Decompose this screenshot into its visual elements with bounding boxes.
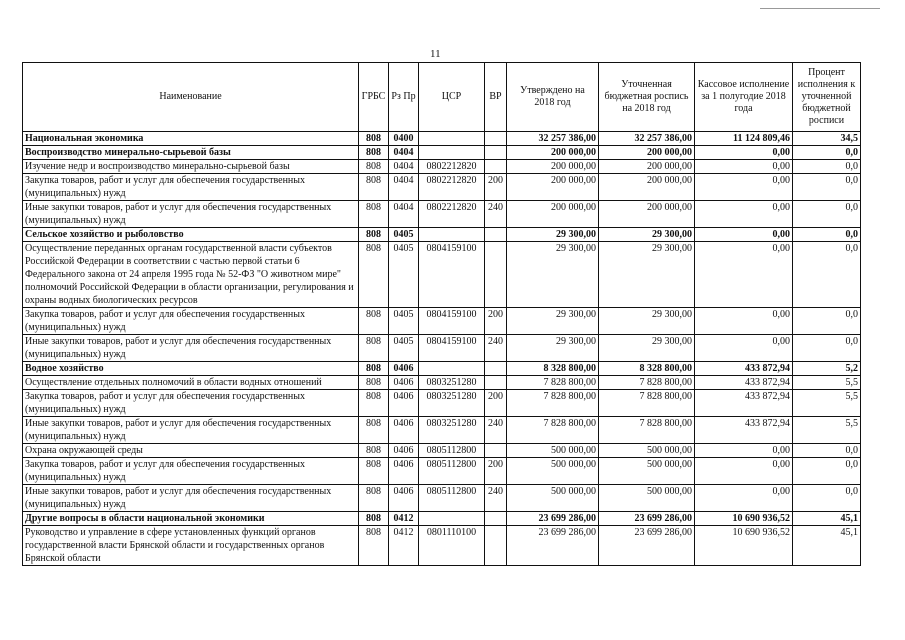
cell-cash: 11 124 809,46 bbox=[695, 132, 793, 146]
cell-cash: 0,00 bbox=[695, 160, 793, 174]
cell-refined: 32 257 386,00 bbox=[599, 132, 695, 146]
cell-percent: 0,0 bbox=[793, 485, 861, 512]
cell-cash: 0,00 bbox=[695, 228, 793, 242]
cell-csr: 0804159100 bbox=[419, 308, 485, 335]
cell-refined: 7 828 800,00 bbox=[599, 417, 695, 444]
cell-grbs: 808 bbox=[359, 376, 389, 390]
cell-percent: 5,5 bbox=[793, 376, 861, 390]
cell-grbs: 808 bbox=[359, 390, 389, 417]
header-cash: Кассовое исполнение за 1 полугодие 2018 года bbox=[695, 63, 793, 132]
cell-rz-pr: 0404 bbox=[389, 160, 419, 174]
header-name: Наименование bbox=[23, 63, 359, 132]
header-percent: Процент исполнения к уточненной бюджетной росписи bbox=[793, 63, 861, 132]
cell-csr: 0802212820 bbox=[419, 174, 485, 201]
cell-cash: 433 872,94 bbox=[695, 362, 793, 376]
cell-grbs: 808 bbox=[359, 174, 389, 201]
cell-approved: 7 828 800,00 bbox=[507, 390, 599, 417]
cell-rz-pr: 0412 bbox=[389, 526, 419, 566]
cell-vr: 200 bbox=[485, 308, 507, 335]
table-row bbox=[23, 444, 861, 458]
cell-approved: 29 300,00 bbox=[507, 242, 599, 308]
table-row bbox=[23, 485, 861, 512]
cell-rz-pr: 0400 bbox=[389, 132, 419, 146]
cell-csr: 0805112800 bbox=[419, 444, 485, 458]
cell-rz-pr: 0406 bbox=[389, 376, 419, 390]
cell-grbs: 808 bbox=[359, 242, 389, 308]
cell-refined: 200 000,00 bbox=[599, 201, 695, 228]
cell-rz-pr: 0405 bbox=[389, 228, 419, 242]
cell-vr bbox=[485, 242, 507, 308]
cell-name: Воспроизводство минерально-сырьевой базы bbox=[23, 146, 359, 160]
cell-refined: 23 699 286,00 bbox=[599, 512, 695, 526]
cell-cash: 433 872,94 bbox=[695, 417, 793, 444]
table-row bbox=[23, 526, 861, 566]
cell-approved: 7 828 800,00 bbox=[507, 417, 599, 444]
cell-csr bbox=[419, 228, 485, 242]
cell-rz-pr: 0404 bbox=[389, 174, 419, 201]
cell-approved: 23 699 286,00 bbox=[507, 526, 599, 566]
cell-name: Иные закупки товаров, работ и услуг для обеспечения государственных (муниципальных) нужд bbox=[23, 335, 359, 362]
cell-rz-pr: 0404 bbox=[389, 146, 419, 160]
table-body bbox=[23, 132, 861, 566]
cell-refined: 500 000,00 bbox=[599, 485, 695, 512]
cell-percent: 0,0 bbox=[793, 308, 861, 335]
cell-refined: 500 000,00 bbox=[599, 458, 695, 485]
header-grbs: ГРБС bbox=[359, 63, 389, 132]
cell-vr bbox=[485, 160, 507, 174]
cell-cash: 0,00 bbox=[695, 242, 793, 308]
cell-percent: 0,0 bbox=[793, 160, 861, 174]
cell-vr: 200 bbox=[485, 390, 507, 417]
table-row bbox=[23, 390, 861, 417]
cell-name: Иные закупки товаров, работ и услуг для обеспечения государственных (муниципальных) нужд bbox=[23, 417, 359, 444]
cell-approved: 29 300,00 bbox=[507, 335, 599, 362]
cell-percent: 5,5 bbox=[793, 417, 861, 444]
cell-name: Иные закупки товаров, работ и услуг для обеспечения государственных (муниципальных) нужд bbox=[23, 485, 359, 512]
table-row bbox=[23, 132, 861, 146]
cell-name: Осуществление отдельных полномочий в области водных отношений bbox=[23, 376, 359, 390]
cell-grbs: 808 bbox=[359, 160, 389, 174]
cell-name: Сельское хозяйство и рыболовство bbox=[23, 228, 359, 242]
cell-approved: 500 000,00 bbox=[507, 458, 599, 485]
cell-vr bbox=[485, 512, 507, 526]
cell-vr: 240 bbox=[485, 335, 507, 362]
cell-csr: 0805112800 bbox=[419, 458, 485, 485]
cell-refined: 29 300,00 bbox=[599, 228, 695, 242]
cell-csr: 0802212820 bbox=[419, 201, 485, 228]
cell-percent: 0,0 bbox=[793, 444, 861, 458]
cell-rz-pr: 0406 bbox=[389, 417, 419, 444]
cell-grbs: 808 bbox=[359, 335, 389, 362]
cell-refined: 500 000,00 bbox=[599, 444, 695, 458]
cell-cash: 433 872,94 bbox=[695, 390, 793, 417]
cell-name: Закупка товаров, работ и услуг для обеспечения государственных (муниципальных) нужд bbox=[23, 390, 359, 417]
cell-name: Осуществление переданных органам государственной власти субъектов Российской Федерации в соответствии с частью первой статьи 6 Федерального закона от 24 апреля 1995 года № 52-ФЗ "О животном мире" полномочий Российской Федерации в области организации, регулирования и охраны водных биологических ресурсов bbox=[23, 242, 359, 308]
cell-vr: 240 bbox=[485, 201, 507, 228]
cell-name: Иные закупки товаров, работ и услуг для обеспечения государственных (муниципальных) нужд bbox=[23, 201, 359, 228]
cell-csr: 0804159100 bbox=[419, 335, 485, 362]
cell-percent: 0,0 bbox=[793, 174, 861, 201]
header-vr: ВР bbox=[485, 63, 507, 132]
cell-grbs: 808 bbox=[359, 512, 389, 526]
cell-grbs: 808 bbox=[359, 308, 389, 335]
cell-refined: 29 300,00 bbox=[599, 308, 695, 335]
cell-refined: 200 000,00 bbox=[599, 160, 695, 174]
cell-approved: 29 300,00 bbox=[507, 228, 599, 242]
cell-vr: 200 bbox=[485, 174, 507, 201]
cell-percent: 0,0 bbox=[793, 228, 861, 242]
cell-approved: 500 000,00 bbox=[507, 444, 599, 458]
cell-name: Руководство и управление в сфере установленных функций органов государственной власти Брянской области и государственных органов Брянской области bbox=[23, 526, 359, 566]
cell-grbs: 808 bbox=[359, 485, 389, 512]
cell-cash: 0,00 bbox=[695, 308, 793, 335]
cell-name: Закупка товаров, работ и услуг для обеспечения государственных (муниципальных) нужд bbox=[23, 308, 359, 335]
cell-vr: 240 bbox=[485, 417, 507, 444]
cell-refined: 23 699 286,00 bbox=[599, 526, 695, 566]
cell-refined: 29 300,00 bbox=[599, 335, 695, 362]
cell-grbs: 808 bbox=[359, 444, 389, 458]
cell-cash: 0,00 bbox=[695, 444, 793, 458]
cell-cash: 0,00 bbox=[695, 146, 793, 160]
cell-rz-pr: 0404 bbox=[389, 201, 419, 228]
cell-vr: 200 bbox=[485, 458, 507, 485]
cell-vr bbox=[485, 444, 507, 458]
cell-grbs: 808 bbox=[359, 132, 389, 146]
cell-vr bbox=[485, 132, 507, 146]
cell-approved: 29 300,00 bbox=[507, 308, 599, 335]
table-row bbox=[23, 146, 861, 160]
header-csr: ЦСР bbox=[419, 63, 485, 132]
cell-rz-pr: 0406 bbox=[389, 444, 419, 458]
cell-percent: 34,5 bbox=[793, 132, 861, 146]
table-row bbox=[23, 228, 861, 242]
cell-refined: 7 828 800,00 bbox=[599, 376, 695, 390]
cell-vr bbox=[485, 146, 507, 160]
cell-cash: 0,00 bbox=[695, 174, 793, 201]
cell-cash: 0,00 bbox=[695, 335, 793, 362]
cell-vr bbox=[485, 228, 507, 242]
cell-cash: 10 690 936,52 bbox=[695, 512, 793, 526]
cell-rz-pr: 0412 bbox=[389, 512, 419, 526]
table-row bbox=[23, 201, 861, 228]
table-row bbox=[23, 160, 861, 174]
cell-refined: 7 828 800,00 bbox=[599, 390, 695, 417]
cell-cash: 433 872,94 bbox=[695, 376, 793, 390]
cell-percent: 0,0 bbox=[793, 458, 861, 485]
cell-percent: 5,5 bbox=[793, 390, 861, 417]
cell-grbs: 808 bbox=[359, 146, 389, 160]
cell-rz-pr: 0406 bbox=[389, 458, 419, 485]
cell-name: Охрана окружающей среды bbox=[23, 444, 359, 458]
header-rz-pr: Рз Пр bbox=[389, 63, 419, 132]
cell-approved: 200 000,00 bbox=[507, 160, 599, 174]
cell-refined: 200 000,00 bbox=[599, 174, 695, 201]
cell-csr bbox=[419, 132, 485, 146]
cell-grbs: 808 bbox=[359, 228, 389, 242]
cell-rz-pr: 0405 bbox=[389, 335, 419, 362]
cell-approved: 200 000,00 bbox=[507, 174, 599, 201]
cell-cash: 10 690 936,52 bbox=[695, 526, 793, 566]
cell-name: Другие вопросы в области национальной экономики bbox=[23, 512, 359, 526]
cell-refined: 200 000,00 bbox=[599, 146, 695, 160]
cell-grbs: 808 bbox=[359, 201, 389, 228]
cell-csr: 0805112800 bbox=[419, 485, 485, 512]
cell-cash: 0,00 bbox=[695, 458, 793, 485]
cell-grbs: 808 bbox=[359, 362, 389, 376]
cell-refined: 8 328 800,00 bbox=[599, 362, 695, 376]
table-header-row bbox=[23, 63, 861, 132]
cell-rz-pr: 0405 bbox=[389, 308, 419, 335]
cell-csr: 0804159100 bbox=[419, 242, 485, 308]
cell-approved: 32 257 386,00 bbox=[507, 132, 599, 146]
table-row bbox=[23, 376, 861, 390]
header-approved: Утверждено на 2018 год bbox=[507, 63, 599, 132]
cell-rz-pr: 0406 bbox=[389, 390, 419, 417]
cell-csr bbox=[419, 512, 485, 526]
cell-name: Водное хозяйство bbox=[23, 362, 359, 376]
cell-percent: 0,0 bbox=[793, 201, 861, 228]
cell-csr bbox=[419, 362, 485, 376]
cell-rz-pr: 0406 bbox=[389, 362, 419, 376]
table-row bbox=[23, 417, 861, 444]
cell-vr bbox=[485, 362, 507, 376]
cell-percent: 0,0 bbox=[793, 335, 861, 362]
table-row bbox=[23, 362, 861, 376]
cell-percent: 5,2 bbox=[793, 362, 861, 376]
cell-approved: 500 000,00 bbox=[507, 485, 599, 512]
cell-vr bbox=[485, 376, 507, 390]
cell-vr bbox=[485, 526, 507, 566]
table-row bbox=[23, 308, 861, 335]
cell-approved: 200 000,00 bbox=[507, 146, 599, 160]
cell-percent: 0,0 bbox=[793, 146, 861, 160]
table-row bbox=[23, 512, 861, 526]
cell-grbs: 808 bbox=[359, 526, 389, 566]
cell-name: Национальная экономика bbox=[23, 132, 359, 146]
cell-csr: 0802212820 bbox=[419, 160, 485, 174]
cell-name: Закупка товаров, работ и услуг для обеспечения государственных (муниципальных) нужд bbox=[23, 174, 359, 201]
table-row bbox=[23, 242, 861, 308]
cell-approved: 23 699 286,00 bbox=[507, 512, 599, 526]
cell-name: Закупка товаров, работ и услуг для обеспечения государственных (муниципальных) нужд bbox=[23, 458, 359, 485]
cell-cash: 0,00 bbox=[695, 485, 793, 512]
cell-refined: 29 300,00 bbox=[599, 242, 695, 308]
table-row bbox=[23, 174, 861, 201]
scan-artifact-line bbox=[760, 8, 880, 9]
cell-name: Изучение недр и воспроизводство минерально-сырьевой базы bbox=[23, 160, 359, 174]
table-row bbox=[23, 335, 861, 362]
cell-approved: 200 000,00 bbox=[507, 201, 599, 228]
cell-percent: 0,0 bbox=[793, 242, 861, 308]
budget-execution-table bbox=[22, 62, 861, 566]
cell-percent: 45,1 bbox=[793, 512, 861, 526]
table-row bbox=[23, 458, 861, 485]
cell-csr bbox=[419, 146, 485, 160]
cell-rz-pr: 0405 bbox=[389, 242, 419, 308]
cell-cash: 0,00 bbox=[695, 201, 793, 228]
cell-csr: 0801110100 bbox=[419, 526, 485, 566]
cell-grbs: 808 bbox=[359, 458, 389, 485]
cell-csr: 0803251280 bbox=[419, 376, 485, 390]
cell-csr: 0803251280 bbox=[419, 417, 485, 444]
cell-approved: 8 328 800,00 bbox=[507, 362, 599, 376]
cell-vr: 240 bbox=[485, 485, 507, 512]
cell-percent: 45,1 bbox=[793, 526, 861, 566]
cell-rz-pr: 0406 bbox=[389, 485, 419, 512]
header-refined: Уточненная бюджетная роспись на 2018 год bbox=[599, 63, 695, 132]
page-number: 11 bbox=[430, 48, 441, 60]
cell-grbs: 808 bbox=[359, 417, 389, 444]
cell-csr: 0803251280 bbox=[419, 390, 485, 417]
cell-approved: 7 828 800,00 bbox=[507, 376, 599, 390]
